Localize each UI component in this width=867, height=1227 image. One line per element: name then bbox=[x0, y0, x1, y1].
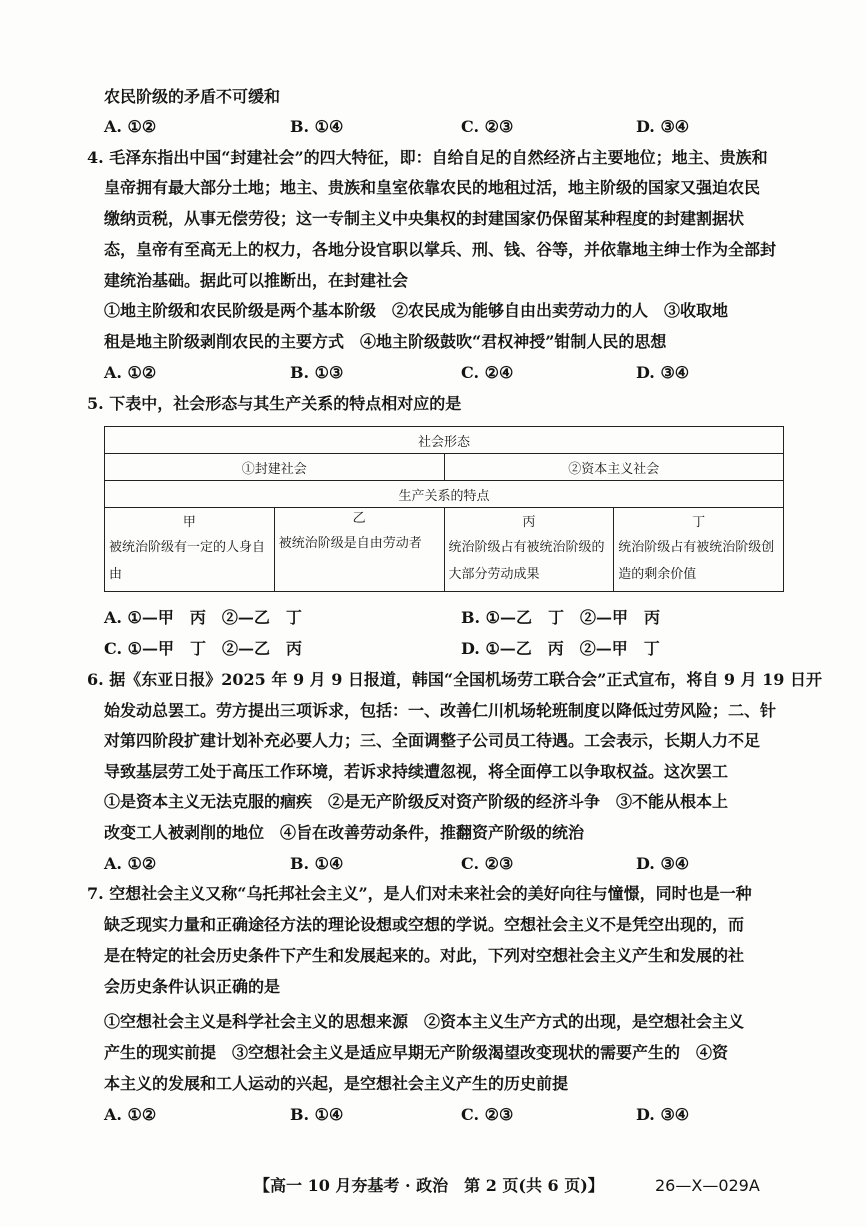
q7-line: 会历史条件认识正确的是 bbox=[104, 977, 281, 996]
q6-option-a: A. ①② bbox=[104, 854, 157, 873]
q7-option-b: B. ①④ bbox=[290, 1105, 344, 1124]
q7-line: 本主义的发展和工人运动的兴起，是空想社会主义产生的历史前提 bbox=[104, 1074, 569, 1093]
table-header-social-form: 社会形态 bbox=[105, 427, 784, 454]
q6-line: ①是资本主义无法克服的痼疾 ②是无产阶级反对资产阶级的经济斗争 ③不能从根本上 bbox=[104, 792, 729, 811]
q6-line: 改变工人被剥削的地位 ④旨在改善劳动条件，推翻资产阶级的统治 bbox=[104, 823, 585, 842]
q6-line: 导致基层劳工处于高压工作环境，若诉求持续遭忽视，将全面停工以争取权益。这次罢工 bbox=[104, 762, 729, 781]
table-cell-yi bbox=[274, 508, 444, 592]
q6-option-d: D. ③④ bbox=[636, 854, 690, 873]
cell-label: 丙 bbox=[522, 514, 536, 530]
q4-line: ①地主阶级和农民阶级是两个基本阶级 ②农民成为能够自由出卖劳动力的人 ③收取地 bbox=[104, 301, 729, 320]
q5-option-b: B. ①—乙 丁 ②—甲 丙 bbox=[461, 608, 661, 627]
q4-line: 皇帝拥有最大部分土地；地主、贵族和皇室依靠农民的地租过活，地主阶级的国家又强迫农民 bbox=[104, 178, 761, 197]
q7-option-a: A. ①② bbox=[104, 1105, 157, 1124]
paper-code: 26—X—029A bbox=[655, 1176, 760, 1195]
q7-option-c: C. ②③ bbox=[461, 1105, 514, 1124]
q7-line: 缺乏现实力量和正确途径方法的理论设想或空想的学说。空想社会主义不是凭空出现的，而 bbox=[104, 915, 745, 934]
q5-option-d: D. ①—乙 丙 ②—甲 丁 bbox=[461, 639, 660, 658]
q3-continuation: 农民阶级的矛盾不可缓和 bbox=[104, 87, 281, 106]
q6-option-b: B. ①④ bbox=[290, 854, 344, 873]
q6-line: 始发动总罢工。劳方提出三项诉求，包括：一、改善仁川机场轮班制度以降低过劳风险；二、针 bbox=[104, 701, 777, 720]
q4-option-c: C. ②④ bbox=[461, 363, 514, 382]
q4-option-d: D. ③④ bbox=[636, 363, 690, 382]
q7-line: 7. 空想社会主义又称“乌托邦社会主义”，是人们对未来社会的美好向往与憧憬，同时也是一种 bbox=[87, 884, 752, 903]
q4-option-b: B. ①③ bbox=[290, 363, 344, 382]
cell-text: 统治阶级占有被统治阶级创造的剩余价值 bbox=[618, 539, 775, 582]
q4-line: 租是地主阶级剥削农民的主要方式 ④地主阶级鼓吹“君权神授”钳制人民的思想 bbox=[104, 332, 667, 351]
table-cell-feudal: ①封建社会 bbox=[105, 454, 445, 481]
q6-line: 6. 据《东亚日报》2025 年 9 月 9 日报道，韩国“全国机场劳工联合会”正式宣布，将自 9 月 19 日开 bbox=[87, 670, 823, 689]
table-cell-ding bbox=[614, 508, 784, 592]
table-cell-jia bbox=[105, 508, 275, 592]
q4-line: 态，皇帝有至高无上的权力，各地分设官职以掌兵、刑、钱、谷等，并依靠地主绅士作为全部封 bbox=[104, 240, 777, 259]
table-cell-bing bbox=[444, 508, 614, 592]
q6-line: 对第四阶段扩建计划补充必要人力；三、全面调整子公司员工待遇。工会表示，长期人力不足 bbox=[104, 731, 761, 750]
cell-label: 丁 bbox=[692, 514, 706, 530]
cell-text: 统治阶级占有被统治阶级的大部分劳动成果 bbox=[448, 539, 605, 582]
table-cell-capitalist: ②资本主义社会 bbox=[444, 454, 784, 481]
q6-option-c: C. ②③ bbox=[461, 854, 514, 873]
table-header-production-relations: 生产关系的特点 bbox=[105, 481, 784, 508]
social-forms-table bbox=[104, 426, 784, 592]
q3-option-d: D. ③④ bbox=[636, 117, 690, 136]
q4-line: 4. 毛泽东指出中国“封建社会”的四大特征，即：自给自足的自然经济占主要地位；地主、贵族和 bbox=[87, 148, 768, 167]
q5-option-a: A. ①—甲 丙 ②—乙 丁 bbox=[104, 608, 302, 627]
q4-line: 建统治基础。据此可以推断出，在封建社会 bbox=[104, 271, 409, 290]
q4-option-a: A. ①② bbox=[104, 363, 157, 382]
q7-line: 是在特定的社会历史条件下产生和发展起来的。对此，下列对空想社会主义产生和发展的社 bbox=[104, 946, 745, 965]
q3-option-b: B. ①④ bbox=[290, 117, 344, 136]
cell-label: 乙 bbox=[352, 511, 366, 526]
q3-option-a: A. ①② bbox=[104, 117, 157, 136]
q4-line: 缴纳贡税，从事无偿劳役；这一专制主义中央集权的封建国家仍保留某种程度的封建割据状 bbox=[104, 209, 745, 228]
q5-option-c: C. ①—甲 丁 ②—乙 丙 bbox=[104, 639, 302, 658]
q7-line: ①空想社会主义是科学社会主义的思想来源 ②资本主义生产方式的出现，是空想社会主义 bbox=[104, 1012, 745, 1031]
page-footer: 【高一 10 月夯基考 · 政治 第 2 页(共 6 页)】 bbox=[254, 1176, 604, 1195]
cell-label: 甲 bbox=[182, 514, 196, 530]
q7-line: 产生的现实前提 ③空想社会主义是适应早期无产阶级渴望改变现状的需要产生的 ④资 bbox=[104, 1043, 729, 1062]
q7-option-d: D. ③④ bbox=[636, 1105, 690, 1124]
q5-stem: 5. 下表中，社会形态与其生产关系的特点相对应的是 bbox=[87, 394, 462, 413]
cell-text: 被统治阶级有一定的人身自由 bbox=[109, 539, 266, 582]
q3-option-c: C. ②③ bbox=[461, 117, 514, 136]
cell-text: 被统治阶级是自由劳动者 bbox=[278, 536, 422, 551]
